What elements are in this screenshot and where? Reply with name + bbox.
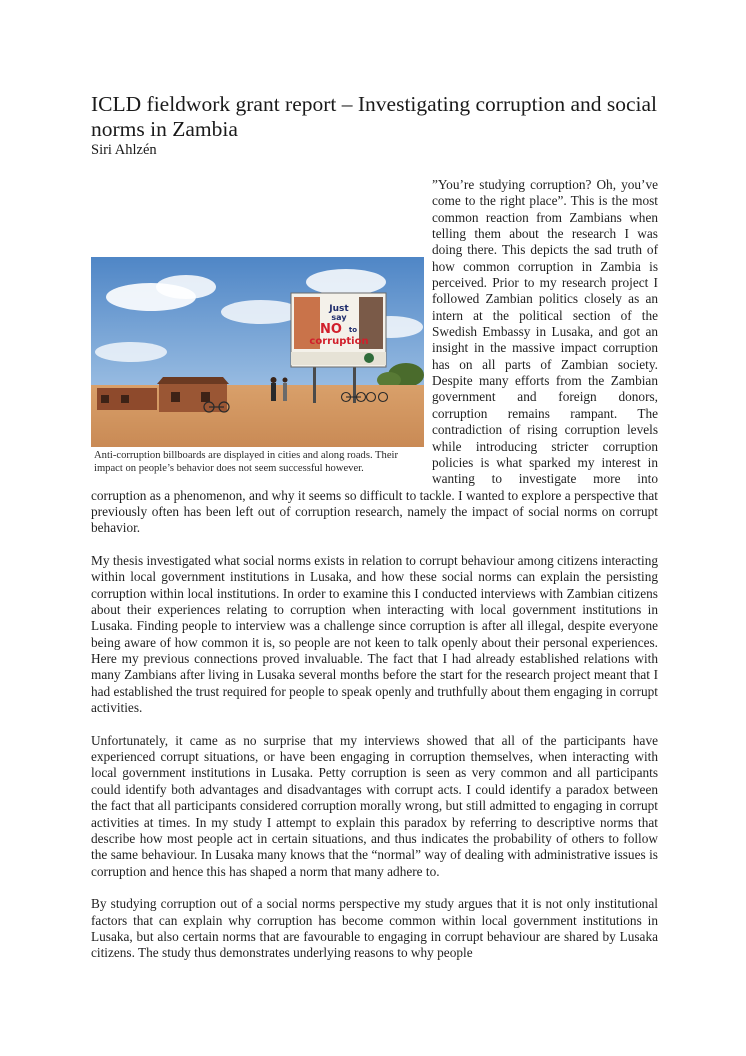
paragraph-thesis: My thesis investigated what social norms exists in relation to corrupt behaviour among citizens interacting within local government institutions in Lusaka, and how these social norms can explain the persisting corruption within local institutions. In order to examine this I conducted interviews with Zambian citizens about their experiences relating to corruption when interacting with local government institutions in Lusaka. Finding people to interview was a challenge since corruption is after all illegal, despite everyone being aware of how common it is, so people are not keen to talk openly about their personal experiences. Here my previous connections proved invaluable. The fact that I had already established relations with many Zambians after living in Lusaka several months before the start for the research project meant that I had established the trust required for people to speak openly and truthfully about them engaging in corrupt activities. xyxy=(91,552,658,716)
billboard-photo xyxy=(91,257,424,447)
paragraph-findings: Unfortunately, it came as no surprise that my interviews showed that all of the participants have experienced corrupt situations, or have been engaging in corruption themselves, when interacting with local government institutions in Lusaka. Petty corruption is seen as very common and all participants could identify both advantages and disadvantages with corrupt acts. I could identify a paradox between the fact that all participants considered corruption morally wrong, but still admitted to engaging in corrupt activities at times. In my study I attempt to explain this paradox by referring to descriptive norms that describe how most people act in certain situations, and thus indicates the probability of others to follow the same behaviour. In Lusaka many knows that the “normal” way of dealing with administrative issues is corruption and hence this has shaped a norm that many adhere to. xyxy=(91,732,658,879)
paragraph-intro: ”You’re studying corruption? Oh, you’ve come to the right place”. This is the most common reaction from Zambians when telling them about the research I was doing there. This depicts the sad truth of how common corruption in Zambia is perceived. Prior to my research project I followed Zambian politics closely as an intern at the political section of the Swedish Embassy in Lusaka, and got an insight in the massive impact corruption has on all parts of Zambian society. Despite many efforts from the Zambian government and foreign donors, corruption remains rampant. The contradiction of rising corruption levels while introducing stricter corruption policies is what sparked my interest in wanting to investigate more into corruption as a phenomenon, and why it seems so difficult to tackle. I wanted to explore a perspective that previously often has been left out of corruption research, namely the impact of social norms on corrupt behavior. xyxy=(91,177,658,536)
figure-caption: Anti-corruption billboards are displayed in cities and along roads. Their impact on people’s behavior does not seem successful however. xyxy=(94,450,399,474)
document-title: ICLD fieldwork grant report – Investigating corruption and social norms in Zambia xyxy=(91,92,658,141)
billboard-text-corruption: corruption xyxy=(309,336,369,347)
billboard-text-to: to xyxy=(348,326,358,334)
billboard-text-say: say xyxy=(331,313,347,322)
billboard-text-just: Just xyxy=(329,304,349,314)
document-body xyxy=(91,177,658,978)
billboard-text-no: NO xyxy=(320,322,342,337)
figure xyxy=(91,257,424,475)
author-name: Siri Ahlzén xyxy=(91,142,157,158)
paragraph-argument: By studying corruption out of a social norms perspective my study argues that it is not only institutional factors that can explain why corruption has become common within local government institutions in Lusaka, but also certain norms that are favourable to engaging in corrupt behaviour are shared by Lusaka citizens. The study thus demonstrates underlying reasons to why people xyxy=(91,896,658,961)
